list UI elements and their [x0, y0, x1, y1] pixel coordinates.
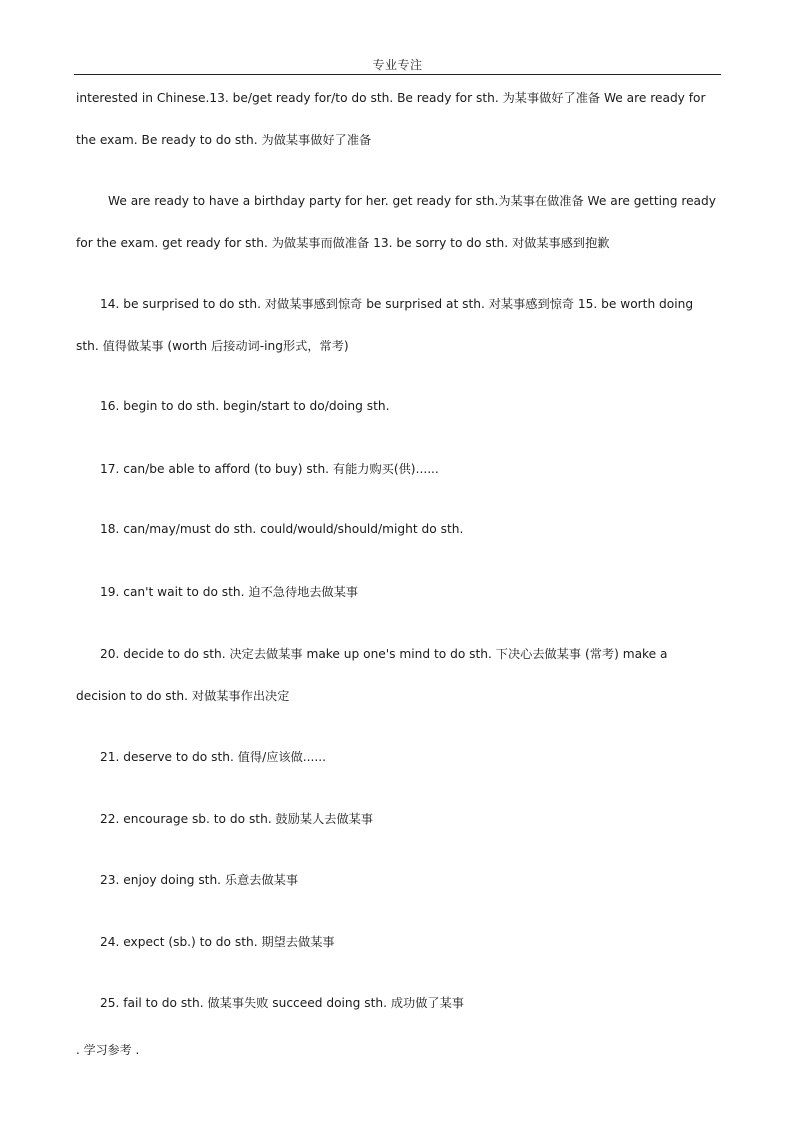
text-line: for the exam. get ready for sth. 为做某事而做准备 13. be sorry to do sth. 对做某事感到抱歉 [76, 236, 610, 250]
text-line: 16. begin to do sth. begin/start to do/doing sth. [100, 399, 390, 413]
text-line: 24. expect (sb.) to do sth. 期望去做某事 [100, 935, 335, 949]
text-line: decision to do sth. 对做某事作出决定 [76, 689, 290, 703]
text-line: 14. be surprised to do sth. 对做某事感到惊奇 be surprised at sth. 对某事感到惊奇 15. be worth doing [100, 297, 694, 311]
header-title: 专业专注 [372, 58, 423, 72]
text-line: interested in Chinese.13. be/get ready for/to do sth. Be ready for sth. 为某事做好了准备 We are ready for [76, 91, 706, 105]
text-line: 17. can/be able to afford (to buy) sth. 有能力购买(供)...... [100, 462, 439, 476]
text-line: 21. deserve to do sth. 值得/应该做...... [100, 750, 326, 764]
text-line: 20. decide to do sth. 决定去做某事 make up one's mind to do sth. 下决心去做某事 (常考) make a [100, 647, 668, 661]
text-line: 22. encourage sb. to do sth. 鼓励某人去做某事 [100, 812, 374, 826]
page-footer: . 学习参考 . [76, 1043, 140, 1057]
text-line: 18. can/may/must do sth. could/would/should/might do sth. [100, 522, 464, 536]
page-header [74, 57, 721, 75]
text-line: 25. fail to do sth. 做某事失败 succeed doing sth. 成功做了某事 [100, 996, 464, 1010]
text-line: sth. 值得做某事 (worth 后接动词-ing形式，常考) [76, 339, 349, 353]
text-line: 19. can't wait to do sth. 迫不急待地去做某事 [100, 585, 359, 599]
text-line: the exam. Be ready to do sth. 为做某事做好了准备 [76, 133, 372, 147]
text-line: We are ready to have a birthday party for her. get ready for sth.为某事在做准备 We are getting ready [108, 194, 716, 208]
text-line: 23. enjoy doing sth. 乐意去做某事 [100, 873, 299, 887]
